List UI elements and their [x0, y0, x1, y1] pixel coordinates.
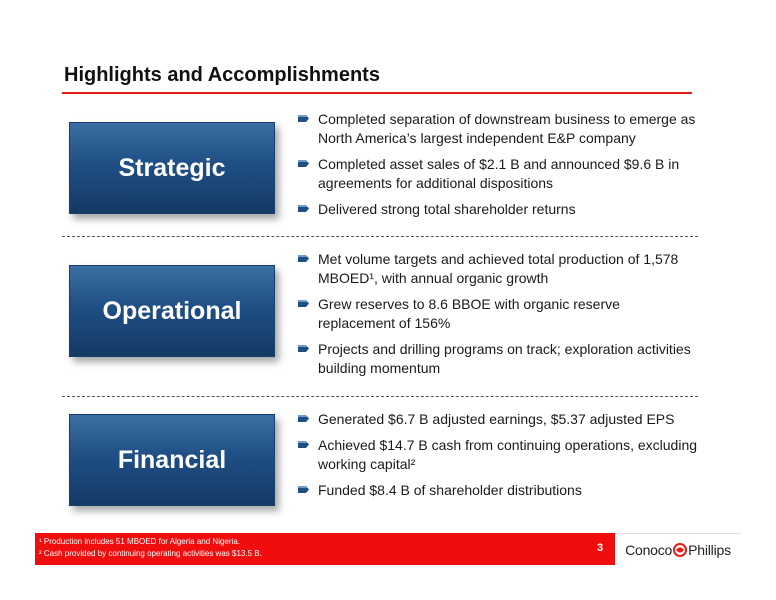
bullet-arrow-icon — [298, 114, 309, 123]
bullet-arrow-icon — [298, 159, 309, 168]
section-label: Operational — [102, 296, 242, 325]
bullet-arrow-icon — [298, 254, 309, 263]
logo-text-right: Phillips — [688, 542, 731, 558]
bullet-arrow-icon — [298, 299, 309, 308]
page-title: Highlights and Accomplishments — [64, 64, 380, 86]
bullet-item: Completed separation of downstream business to emerge as North America’s largest independent E&P company — [298, 110, 698, 148]
bullet-item: Achieved $14.7 B cash from continuing operations, excluding working capital² — [298, 436, 698, 474]
section-label: Financial — [117, 445, 227, 474]
bullet-item: Grew reserves to 8.6 BBOE with organic reserve replacement of 156% — [298, 295, 698, 333]
bullet-item: Projects and drilling programs on track; exploration activities building momentum — [298, 340, 698, 378]
bullet-item: Funded $8.4 B of shareholder distributions — [298, 481, 698, 500]
footnote-2: ² Cash provided by continuing operating activities was $13.5 B. — [39, 549, 262, 558]
page-number: 3 — [597, 542, 604, 554]
conocophillips-logo-mark-icon — [673, 543, 687, 557]
section-divider — [62, 396, 698, 397]
bullet-arrow-icon — [298, 485, 309, 494]
title-underline — [62, 92, 692, 94]
bullet-item: Delivered strong total shareholder returns — [298, 200, 698, 219]
financial-bullets — [298, 410, 698, 507]
bullet-item: Met volume targets and achieved total production of 1,578 MBOED¹, with annual organic growth — [298, 250, 698, 288]
logo-text-left: Conoco — [625, 542, 673, 558]
section-label: Strategic — [118, 153, 226, 182]
bullet-item: Completed asset sales of $2.1 B and announced $9.6 B in agreements for additional dispositions — [298, 155, 698, 193]
bullet-arrow-icon — [298, 204, 309, 213]
bullet-arrow-icon — [298, 344, 309, 353]
footnote-1: ¹ Production includes 51 MBOED for Algeria and Nigeria. — [39, 537, 240, 546]
operational-label-box — [69, 265, 275, 357]
footnotes — [39, 536, 262, 560]
footer-bar — [35, 533, 741, 565]
strategic-bullets — [298, 110, 698, 226]
bullet-item: Generated $6.7 B adjusted earnings, $5.37 adjusted EPS — [298, 410, 698, 429]
company-logo — [615, 533, 741, 566]
operational-bullets — [298, 250, 698, 385]
financial-label-box — [69, 414, 275, 506]
bullet-arrow-icon — [298, 440, 309, 449]
bullet-arrow-icon — [298, 414, 309, 423]
strategic-label-box — [69, 122, 275, 214]
section-divider — [62, 236, 698, 237]
